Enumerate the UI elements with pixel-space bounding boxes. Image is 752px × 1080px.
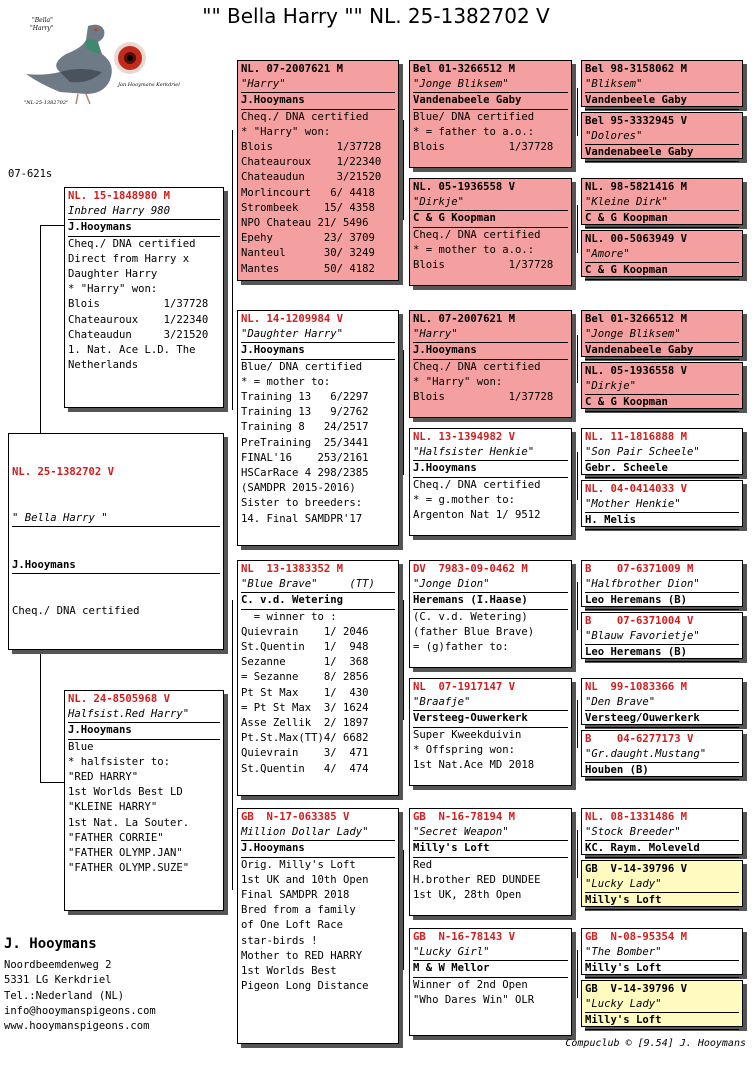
pedigree-card[interactable] <box>237 60 399 281</box>
pigeon-name: "Jonge Bliksem" <box>413 77 568 93</box>
owner: Milly's Loft <box>585 1013 739 1029</box>
info-line: Training 8 24/2517 <box>241 421 369 434</box>
breeder-name: J. Hooymans <box>4 936 97 952</box>
info-line: = Pt St Max 3/ 1624 <box>241 701 369 714</box>
info-line: 1st Nat.Ace MD 2018 <box>413 759 535 772</box>
info-line: Quievrain 3/ 471 <box>241 747 369 760</box>
pedigree-card[interactable] <box>237 560 399 796</box>
pigeon-logo <box>20 14 180 114</box>
owner: Vandenabeele Gaby <box>413 93 568 109</box>
info-line: Blois 1/37728 <box>413 259 554 272</box>
info-line: = winner to : <box>241 610 337 623</box>
ring-number: NL. 07-2007621 M <box>413 313 516 325</box>
info-line: Daughter Harry <box>68 268 158 281</box>
info-line: Training 13 6/2297 <box>241 391 369 404</box>
pedigree-card[interactable] <box>581 230 743 277</box>
owner: Versteeg-Ouwerkerk <box>413 711 568 727</box>
ring-number: NL 99-1083366 M <box>585 681 688 693</box>
info-line: Cheq./ DNA certified <box>413 228 541 241</box>
logo-caption: "Harry" <box>30 25 54 32</box>
pedigree-card[interactable] <box>64 690 224 911</box>
pedigree-card[interactable] <box>581 178 743 225</box>
info-line: * = mother to a.o.: <box>413 243 535 256</box>
pigeon-name: "Kleine Dirk" <box>585 195 739 211</box>
pigeon-name: "Halfbrother Dion" <box>585 577 739 593</box>
owner: J.Hooymans <box>241 343 395 359</box>
info-line: 1st Nat. La Souter. <box>68 816 190 829</box>
info-line: Pt St Max 1/ 430 <box>241 686 369 699</box>
breeder-line: Tel.:Nederland (NL) <box>4 989 125 1002</box>
ring-number: NL. 04-0414033 V <box>585 483 688 495</box>
pedigree-card[interactable] <box>409 310 572 418</box>
ring-number: Bel 01-3266512 M <box>413 63 516 75</box>
pigeon-name: "Lucky Lady" <box>585 997 739 1013</box>
pedigree-card[interactable] <box>581 678 743 725</box>
owner: J.Hooymans <box>413 343 568 359</box>
info-line: 1. Nat. Ace L.D. The <box>68 344 196 357</box>
logo-caption: Jan Hooymans Kerkdriel <box>118 82 180 88</box>
owner: Leo Heremans (B) <box>585 645 739 661</box>
info-line: Chateauroux 1/22340 <box>241 156 382 169</box>
info-line: Morlincourt 6/ 4418 <box>241 186 375 199</box>
info-line: St.Quentin 4/ 474 <box>241 762 369 775</box>
owner: J.Hooymans <box>241 93 395 109</box>
owner: Versteeg/Ouwerkerk <box>585 711 739 727</box>
owner: Vandenabeele Gaby <box>585 145 739 161</box>
owner: Vandenbeele Gaby <box>585 93 739 109</box>
info-line: Pigeon Long Distance <box>241 980 369 993</box>
pigeon-name: "Blauw Favorietje" <box>585 629 739 645</box>
pigeon-name: " Bella Harry " <box>12 511 220 527</box>
info-line: Blois 1/37728 <box>413 391 554 404</box>
ring-number: NL. 98-5821416 M <box>585 181 688 193</box>
info-line: Super Kweekduivin <box>413 728 522 741</box>
ring-number: NL. 15-1848980 M <box>68 190 171 202</box>
info-line: * "Harry" won: <box>413 375 503 388</box>
pigeon-name: Halfsist.Red Harry" <box>68 707 220 723</box>
pigeon-name: "Blue Brave" (TT) <box>241 577 395 593</box>
pigeon-name: "Lucky Girl" <box>413 945 568 961</box>
pigeon-name: "Braafje" <box>413 695 568 711</box>
pigeon-body-icon <box>26 25 112 94</box>
page-title: "" Bella Harry "" NL. 25-1382702 V <box>202 4 550 28</box>
pedigree-card[interactable] <box>581 310 743 357</box>
ring-number: NL. 05-1936558 V <box>413 181 516 193</box>
info-line: star-birds ! <box>241 934 318 947</box>
info-line: Strombeek 15/ 4358 <box>241 201 375 214</box>
breeder-website[interactable]: www.hooymanspigeons.com <box>4 1020 150 1033</box>
info-line: Argenton Nat 1/ 9512 <box>413 509 541 522</box>
pedigree-card[interactable] <box>581 60 743 107</box>
info-line: Sezanne 1/ 368 <box>241 656 369 669</box>
ring-number: GB N-16-78143 V <box>413 931 516 943</box>
owner: J.Hooymans <box>68 220 220 236</box>
breeder-email[interactable]: info@hooymanspigeons.com <box>4 1004 156 1017</box>
info-line: * "Harry" won: <box>241 125 331 138</box>
info-line: St.Quentin 1/ 948 <box>241 641 369 654</box>
info-line: Blue/ DNA certified <box>241 360 363 373</box>
ring-number: Bel 01-3266512 M <box>585 313 688 325</box>
owner: M & W Mellor <box>413 961 568 977</box>
ring-number: NL. 05-1936558 V <box>585 365 688 377</box>
info-line: Bred from a family <box>241 904 356 917</box>
info-line: 1st Worlds Best <box>241 965 337 978</box>
info-line: = (g)father to: <box>413 641 509 654</box>
info-line: 14. Final SAMDPR'17 <box>241 512 363 525</box>
pigeon-name: "Dirkje" <box>585 379 739 395</box>
pedigree-card[interactable] <box>581 612 743 659</box>
pedigree-card[interactable] <box>409 928 572 1036</box>
info-line: "KLEINE HARRY" <box>68 801 158 814</box>
pedigree-card[interactable] <box>409 178 572 286</box>
ring-number: DV 7983-09-0462 M <box>413 563 528 575</box>
info-line: Nanteul 30/ 3249 <box>241 247 375 260</box>
info-line: * = father to a.o.: <box>413 125 535 138</box>
ring-number: Bel 95-3332945 V <box>585 115 688 127</box>
owner: J.Hooymans <box>12 558 220 574</box>
owner: C. v.d. Wetering <box>241 593 395 609</box>
pigeon-name: "Halfsister Henkie" <box>413 445 568 461</box>
ring-number: NL. 07-2007621 M <box>241 63 344 75</box>
info-line: H.brother RED DUNDEE <box>413 873 541 886</box>
info-line: 1st Worlds Best LD <box>68 786 183 799</box>
pedigree-card[interactable] <box>581 560 743 607</box>
ring-number: NL. 00-5063949 V <box>585 233 688 245</box>
owner: Milly's Loft <box>413 841 568 857</box>
info-line: Sister to breeders: <box>241 497 363 510</box>
info-line: (C. v.d. Wetering) <box>413 610 528 623</box>
pedigree-card[interactable] <box>581 480 743 527</box>
pigeon-name: "Lucky Lady" <box>585 877 739 893</box>
info-line: Blois 1/37728 <box>68 298 209 311</box>
owner: C & G Koopman <box>585 395 739 411</box>
info-line: (SAMDPR 2015-2016) <box>241 482 356 495</box>
info-line: FINAL'16 253/2161 <box>241 451 369 464</box>
ring-number: GB N-16-78194 M <box>413 811 516 823</box>
info-line: Mantes 50/ 4182 <box>241 262 375 275</box>
pedigree-card[interactable] <box>409 428 572 536</box>
pigeon-name: "Harry" <box>241 77 395 93</box>
pedigree-card[interactable] <box>581 362 743 409</box>
info-line: Cheq./ DNA certified <box>413 478 541 491</box>
pigeon-name: "The Bomber" <box>585 945 739 961</box>
footer-credit: Compuclub © [9.54] J. Hooymans <box>565 1038 746 1049</box>
info-line: Asse Zellik 2/ 1897 <box>241 717 369 730</box>
pigeon-name: "Secret Weapon" <box>413 825 568 841</box>
breeder-line: 5331 LG Kerkdriel <box>4 974 112 987</box>
owner: C & G Koopman <box>585 263 739 279</box>
pedigree-card[interactable] <box>409 60 572 168</box>
pigeon-name: "Son Pair Scheele" <box>585 445 739 461</box>
ring-number: NL. 24-8505968 V <box>68 693 171 705</box>
ring-number: NL 13-1383352 M <box>241 563 344 575</box>
pigeon-name: "Dirkje" <box>413 195 568 211</box>
owner: Vandenabeele Gaby <box>585 343 739 359</box>
pedigree-card[interactable] <box>237 310 399 546</box>
ring-number: B 07-6371004 V <box>585 615 694 627</box>
owner: Heremans (I.Haase) <box>413 593 568 609</box>
pigeon-name: "Amore" <box>585 247 739 263</box>
pedigree-card[interactable] <box>237 808 399 1044</box>
owner: J.Hooymans <box>241 841 395 857</box>
info-line: Quievrain 1/ 2046 <box>241 625 369 638</box>
owner: J.Hooymans <box>413 461 568 477</box>
info-line: HSCarRace 4 298/2385 <box>241 467 369 480</box>
info-line: (father Blue Brave) <box>413 625 535 638</box>
info-line: * Offspring won: <box>413 743 516 756</box>
info-line: NPO Chateau 21/ 5496 <box>241 217 369 230</box>
pigeon-name: "Gr.daught.Mustang" <box>585 747 739 763</box>
pigeon-name: Inbred Harry 980 <box>68 204 220 220</box>
ring-number: NL 07-1917147 V <box>413 681 516 693</box>
owner: Leo Heremans (B) <box>585 593 739 609</box>
pedigree-card[interactable] <box>581 112 743 159</box>
ring-number: GB N-17-063385 V <box>241 811 350 823</box>
ring-number: NL. 08-1331486 M <box>585 811 688 823</box>
pigeon-name: "Mother Henkie" <box>585 497 739 513</box>
breeder-info <box>4 937 156 1034</box>
info-line: Winner of 2nd Open <box>413 978 528 991</box>
info-line: "FATHER OLYMP.SUZE" <box>68 862 190 875</box>
ring-number: Bel 98-3158062 M <box>585 63 688 75</box>
owner: Milly's Loft <box>585 961 739 977</box>
info-line: "FATHER CORRIE" <box>68 831 164 844</box>
ring-number: GB N-08-95354 M <box>585 931 688 943</box>
ring-number: NL. 13-1394982 V <box>413 431 516 443</box>
info-line: "FATHER OLYMP.JAN" <box>68 847 183 860</box>
info-line: Direct from Harry x <box>68 252 190 265</box>
info-line: Blue/ DNA certified <box>413 110 535 123</box>
info-line: Pt.St.Max(TT)4/ 6682 <box>241 732 369 745</box>
info-line: Netherlands <box>68 359 139 372</box>
info-line: Orig. Milly's Loft <box>241 858 356 871</box>
breeder-line: Noordbeemdenweg 2 <box>4 959 112 972</box>
pedigree-card[interactable] <box>581 428 743 475</box>
info-line: * halfsister to: <box>68 755 171 768</box>
pigeon-name: "Jonge Bliksem" <box>585 327 739 343</box>
info-line: * = g.mother to: <box>413 493 516 506</box>
info-line: "Who Dares Win" OLR <box>413 993 535 1006</box>
pigeon-name: "Stock Breeder" <box>585 825 739 841</box>
info-line: Final SAMDPR 2018 <box>241 889 350 902</box>
pigeon-name: "Den Brave" <box>585 695 739 711</box>
info-line: "RED HARRY" <box>68 771 139 784</box>
info-line: Blue <box>68 740 94 753</box>
info-line: 1st UK, 28th Open <box>413 889 522 902</box>
owner: J.Hooymans <box>68 723 220 739</box>
ring-number: NL. 25-1382702 V <box>12 466 115 479</box>
info-line: Blois 1/37728 <box>241 141 382 154</box>
owner: Gebr. Scheele <box>585 461 739 477</box>
info-line: Training 13 9/2762 <box>241 406 369 419</box>
info-line: 1st UK and 10th Open <box>241 873 369 886</box>
ring-number: B 07-6371009 M <box>585 563 694 575</box>
pedigree-card[interactable] <box>581 730 743 777</box>
pedigree-card[interactable] <box>581 808 743 855</box>
info-line: Cheq./ DNA certified <box>12 605 140 618</box>
info-line: Cheq./ DNA certified <box>68 237 196 250</box>
pedigree-card[interactable] <box>581 980 743 1027</box>
info-line: * = mother to: <box>241 375 331 388</box>
side-code: 07-621s <box>8 168 53 180</box>
info-line: * "Harry" won: <box>68 283 158 296</box>
pedigree-card[interactable] <box>64 187 224 408</box>
pedigree-card[interactable] <box>409 678 572 786</box>
ring-number: B 04-6277173 V <box>585 733 694 745</box>
info-line: Chateaudun 3/21520 <box>68 328 209 341</box>
ring-number: NL. 14-1209984 V <box>241 313 344 325</box>
subject-card[interactable] <box>8 433 224 650</box>
pigeon-name: Million Dollar Lady" <box>241 825 395 841</box>
pigeon-name: "Jonge Dion" <box>413 577 568 593</box>
info-line: of One Loft Race <box>241 919 344 932</box>
owner: C & G Koopman <box>413 211 568 227</box>
ring-number: GB V-14-39796 V <box>585 863 688 875</box>
info-line: Cheq./ DNA certified <box>413 360 541 373</box>
pedigree-card[interactable] <box>409 808 572 916</box>
info-line: Mother to RED HARRY <box>241 949 363 962</box>
logo-caption: "NL-25-1382702" <box>24 100 69 106</box>
info-line: PreTraining 25/3441 <box>241 436 369 449</box>
pigeon-name: "Dolores" <box>585 129 739 145</box>
info-line: Epehy 23/ 3709 <box>241 232 375 245</box>
owner: Milly's Loft <box>585 893 739 909</box>
info-line: Chateaudun 3/21520 <box>241 171 382 184</box>
pigeon-name: "Bliksem" <box>585 77 739 93</box>
logo-caption: "Bella" <box>32 17 53 24</box>
info-line: Cheq./ DNA certified <box>241 110 369 123</box>
info-line: Chateauroux 1/22340 <box>68 313 209 326</box>
pedigree-card[interactable] <box>409 560 572 668</box>
ring-number: NL. 11-1816888 M <box>585 431 688 443</box>
info-line: = Sezanne 8/ 2856 <box>241 671 369 684</box>
owner: Houben (B) <box>585 763 739 779</box>
owner: C & G Koopman <box>585 211 739 227</box>
pigeon-name: "Harry" <box>413 327 568 343</box>
ring-number: GB V-14-39796 V <box>585 983 688 995</box>
pedigree-card[interactable] <box>581 860 743 907</box>
pigeon-name: "Daughter Harry" <box>241 327 395 343</box>
info-line: Blois 1/37728 <box>413 141 554 154</box>
info-line: Red <box>413 858 433 871</box>
owner: KC. Raym. Moleveld <box>585 841 739 857</box>
owner: H. Melis <box>585 513 739 529</box>
pedigree-card[interactable] <box>581 928 743 975</box>
